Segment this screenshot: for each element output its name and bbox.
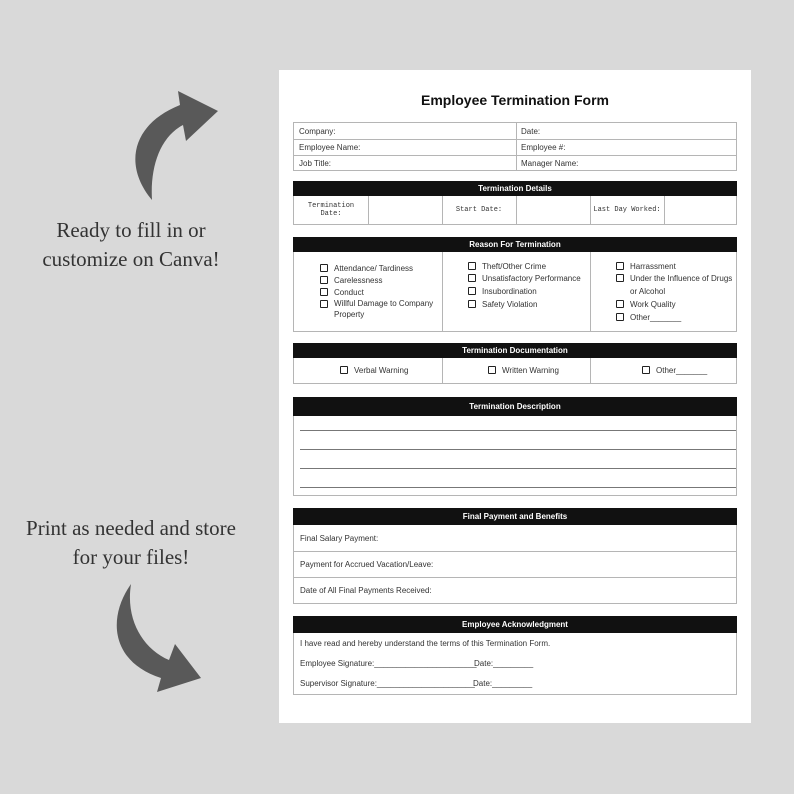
employee-number-field[interactable]: Employee #: — [521, 143, 566, 152]
employee-signature-field[interactable]: Employee Signature:_______________________ — [300, 659, 477, 668]
promo-text-top: Ready to fill in or customize on Canva! — [42, 218, 220, 271]
reason-theft-label: Theft/Other Crime — [482, 262, 547, 271]
reason-attendance-checkbox[interactable] — [320, 264, 328, 272]
final-payments-date-field[interactable]: Date of All Final Payments Received: — [300, 586, 432, 595]
last-day-worked-input[interactable] — [664, 196, 736, 224]
curved-arrow-down-icon — [105, 578, 215, 708]
termination-date-label: Termination Date: — [307, 202, 355, 218]
curved-arrow-up-icon — [120, 75, 230, 205]
employee-info-grid — [293, 122, 737, 171]
acknowledgment-statement: I have read and hereby understand the terms of this Termination Form. — [300, 639, 551, 648]
reason-work-quality-checkbox[interactable] — [616, 300, 624, 308]
reason-insubordination-checkbox[interactable] — [468, 287, 476, 295]
employee-name-field[interactable]: Employee Name: — [299, 143, 361, 152]
form-title: Employee Termination Form — [421, 92, 609, 108]
payment-section — [293, 508, 737, 604]
reason-influence-label: Under the Influence of Drugs — [630, 274, 733, 283]
last-day-worked-label: Last Day Worked: — [593, 206, 661, 214]
reason-safety-label: Safety Violation — [482, 300, 538, 309]
reason-conduct-checkbox[interactable] — [320, 288, 328, 296]
reason-other-checkbox[interactable] — [616, 313, 624, 321]
promo-text-bottom: Print as needed and store for your files! — [26, 516, 236, 569]
documentation-other-label: Other_______ — [656, 366, 708, 375]
reason-insubordination-label: Insubordination — [482, 287, 537, 296]
reason-carelessness-checkbox[interactable] — [320, 276, 328, 284]
manager-name-field[interactable]: Manager Name: — [521, 159, 579, 168]
reason-attendance-label: Attendance/ Tardiness — [334, 264, 414, 273]
termination-date-input[interactable] — [368, 196, 442, 224]
start-date-label: Start Date: — [455, 206, 503, 214]
reason-header: Reason For Termination — [293, 237, 737, 252]
acknowledgment-section — [293, 616, 737, 695]
supervisor-signature-field[interactable]: Supervisor Signature:______________________ — [300, 679, 475, 688]
form-page — [279, 70, 751, 723]
reason-performance-label: Unsatisfactory Performance — [482, 274, 581, 283]
verbal-warning-checkbox[interactable] — [340, 366, 348, 374]
reason-harassment-label: Harrassment — [630, 262, 676, 271]
reason-other-label: Other_______ — [630, 313, 682, 322]
payment-header: Final Payment and Benefits — [293, 508, 737, 525]
documentation-section — [293, 343, 737, 384]
company-field[interactable]: Company: — [299, 127, 336, 136]
documentation-other-checkbox[interactable] — [642, 366, 650, 374]
reason-influence-label-cont: or Alcohol — [630, 287, 666, 296]
verbal-warning-label: Verbal Warning — [354, 366, 409, 375]
job-title-field[interactable]: Job Title: — [299, 159, 332, 168]
reason-carelessness-label: Carelessness — [334, 276, 383, 285]
reason-performance-checkbox[interactable] — [468, 274, 476, 282]
documentation-header: Termination Documentation — [293, 343, 737, 358]
reason-influence-checkbox[interactable] — [616, 274, 624, 282]
written-warning-checkbox[interactable] — [488, 366, 496, 374]
termination-details-section — [293, 181, 737, 225]
employee-signature-date-field[interactable]: Date:_________ — [474, 659, 534, 668]
start-date-input[interactable] — [516, 196, 590, 224]
accrued-vacation-field[interactable]: Payment for Accrued Vacation/Leave: — [300, 560, 434, 569]
description-header: Termination Description — [293, 397, 737, 416]
supervisor-signature-date-field[interactable]: Date:_________ — [473, 679, 533, 688]
date-field[interactable]: Date: — [521, 127, 541, 136]
reason-willful-damage-checkbox[interactable] — [320, 300, 328, 308]
written-warning-label: Written Warning — [502, 366, 559, 375]
reason-section — [293, 237, 737, 332]
description-textarea[interactable] — [293, 416, 737, 496]
reason-theft-checkbox[interactable] — [468, 262, 476, 270]
termination-details-header: Termination Details — [293, 181, 737, 196]
reason-harassment-checkbox[interactable] — [616, 262, 624, 270]
final-salary-field[interactable]: Final Salary Payment: — [300, 534, 379, 543]
reason-willful-damage-label: Willful Damage to Company — [334, 299, 434, 308]
reason-work-quality-label: Work Quality — [630, 300, 676, 309]
reason-conduct-label: Conduct — [334, 288, 364, 297]
acknowledgment-header: Employee Acknowledgment — [293, 616, 737, 633]
reason-safety-checkbox[interactable] — [468, 300, 476, 308]
description-section — [293, 397, 737, 496]
reason-willful-damage-label-cont: Property — [334, 310, 365, 319]
